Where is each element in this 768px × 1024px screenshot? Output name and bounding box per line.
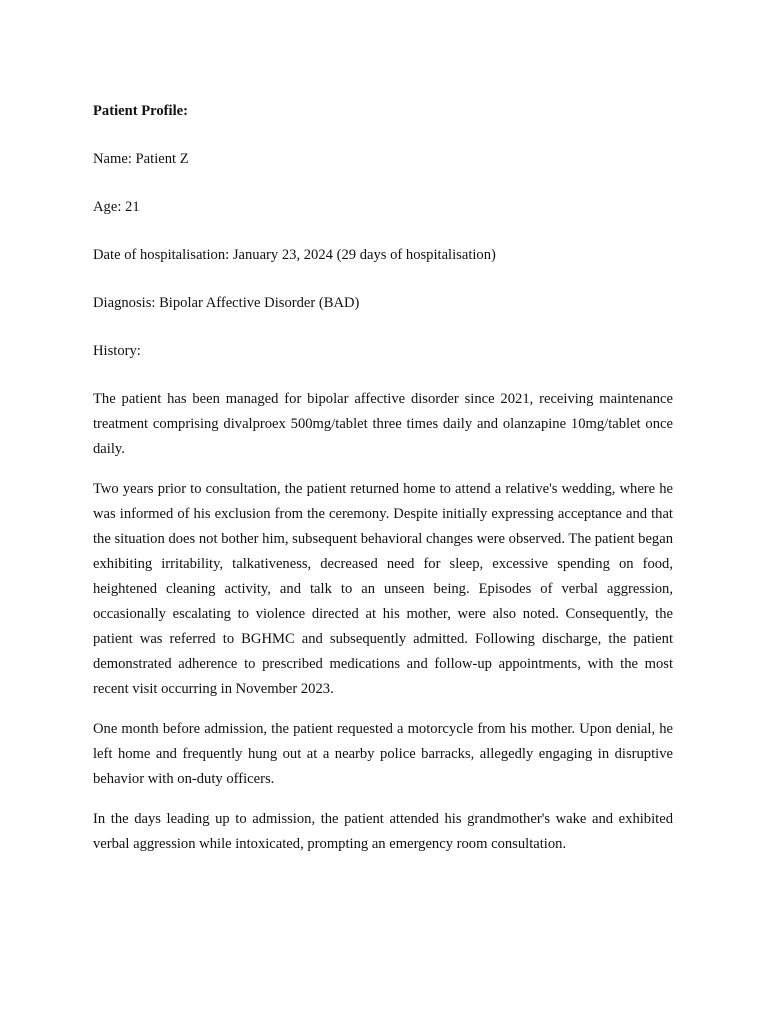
profile-title: Patient Profile: [93,103,188,119]
document-content [93,99,673,872]
diagnosis: Diagnosis: Bipolar Affective Disorder (BAD) [93,295,360,311]
history-paragraph-4: In the days leading up to admission, the patient attended his grandmother's wake and exhibited verbal aggression while intoxicated, prompting an emergency room consultation. [93,811,673,852]
history-paragraph-2: Two years prior to consultation, the patient returned home to attend a relative's wedding, where he was informed of his exclusion from the ceremony. Despite initially expressing acceptance and that the situation does not bother him, subsequent behavioral changes were observed. The patient began exhibiting irritability, talkativeness, decreased need for sleep, excessive spending on food, heightened cleaning activity, and talk to an unseen being. Episodes of verbal aggression, occasionally escalating to violence directed at his mother, were also noted. Consequently, the patient was referred to BGHMC and subsequently admitted. Following discharge, the patient demonstrated adherence to prescribed medications and follow-up appointments, with the most recent visit occurring in November 2023. [93,481,673,697]
history-paragraph-3: One month before admission, the patient requested a motorcycle from his mother. Upon denial, he left home and frequently hung out at a nearby police barracks, allegedly engaging in disruptive behavior with on-duty officers. [93,721,673,787]
patient-name: Name: Patient Z [93,151,189,167]
patient-age: Age: 21 [93,199,140,215]
history-paragraph-1: The patient has been managed for bipolar affective disorder since 2021, receiving maintenance treatment comprising divalproex 500mg/tablet three times daily and olanzapine 10mg/tablet once daily. [93,391,673,457]
history-label: History: [93,343,141,359]
hospitalisation-date: Date of hospitalisation: January 23, 2024 (29 days of hospitalisation) [93,247,496,263]
